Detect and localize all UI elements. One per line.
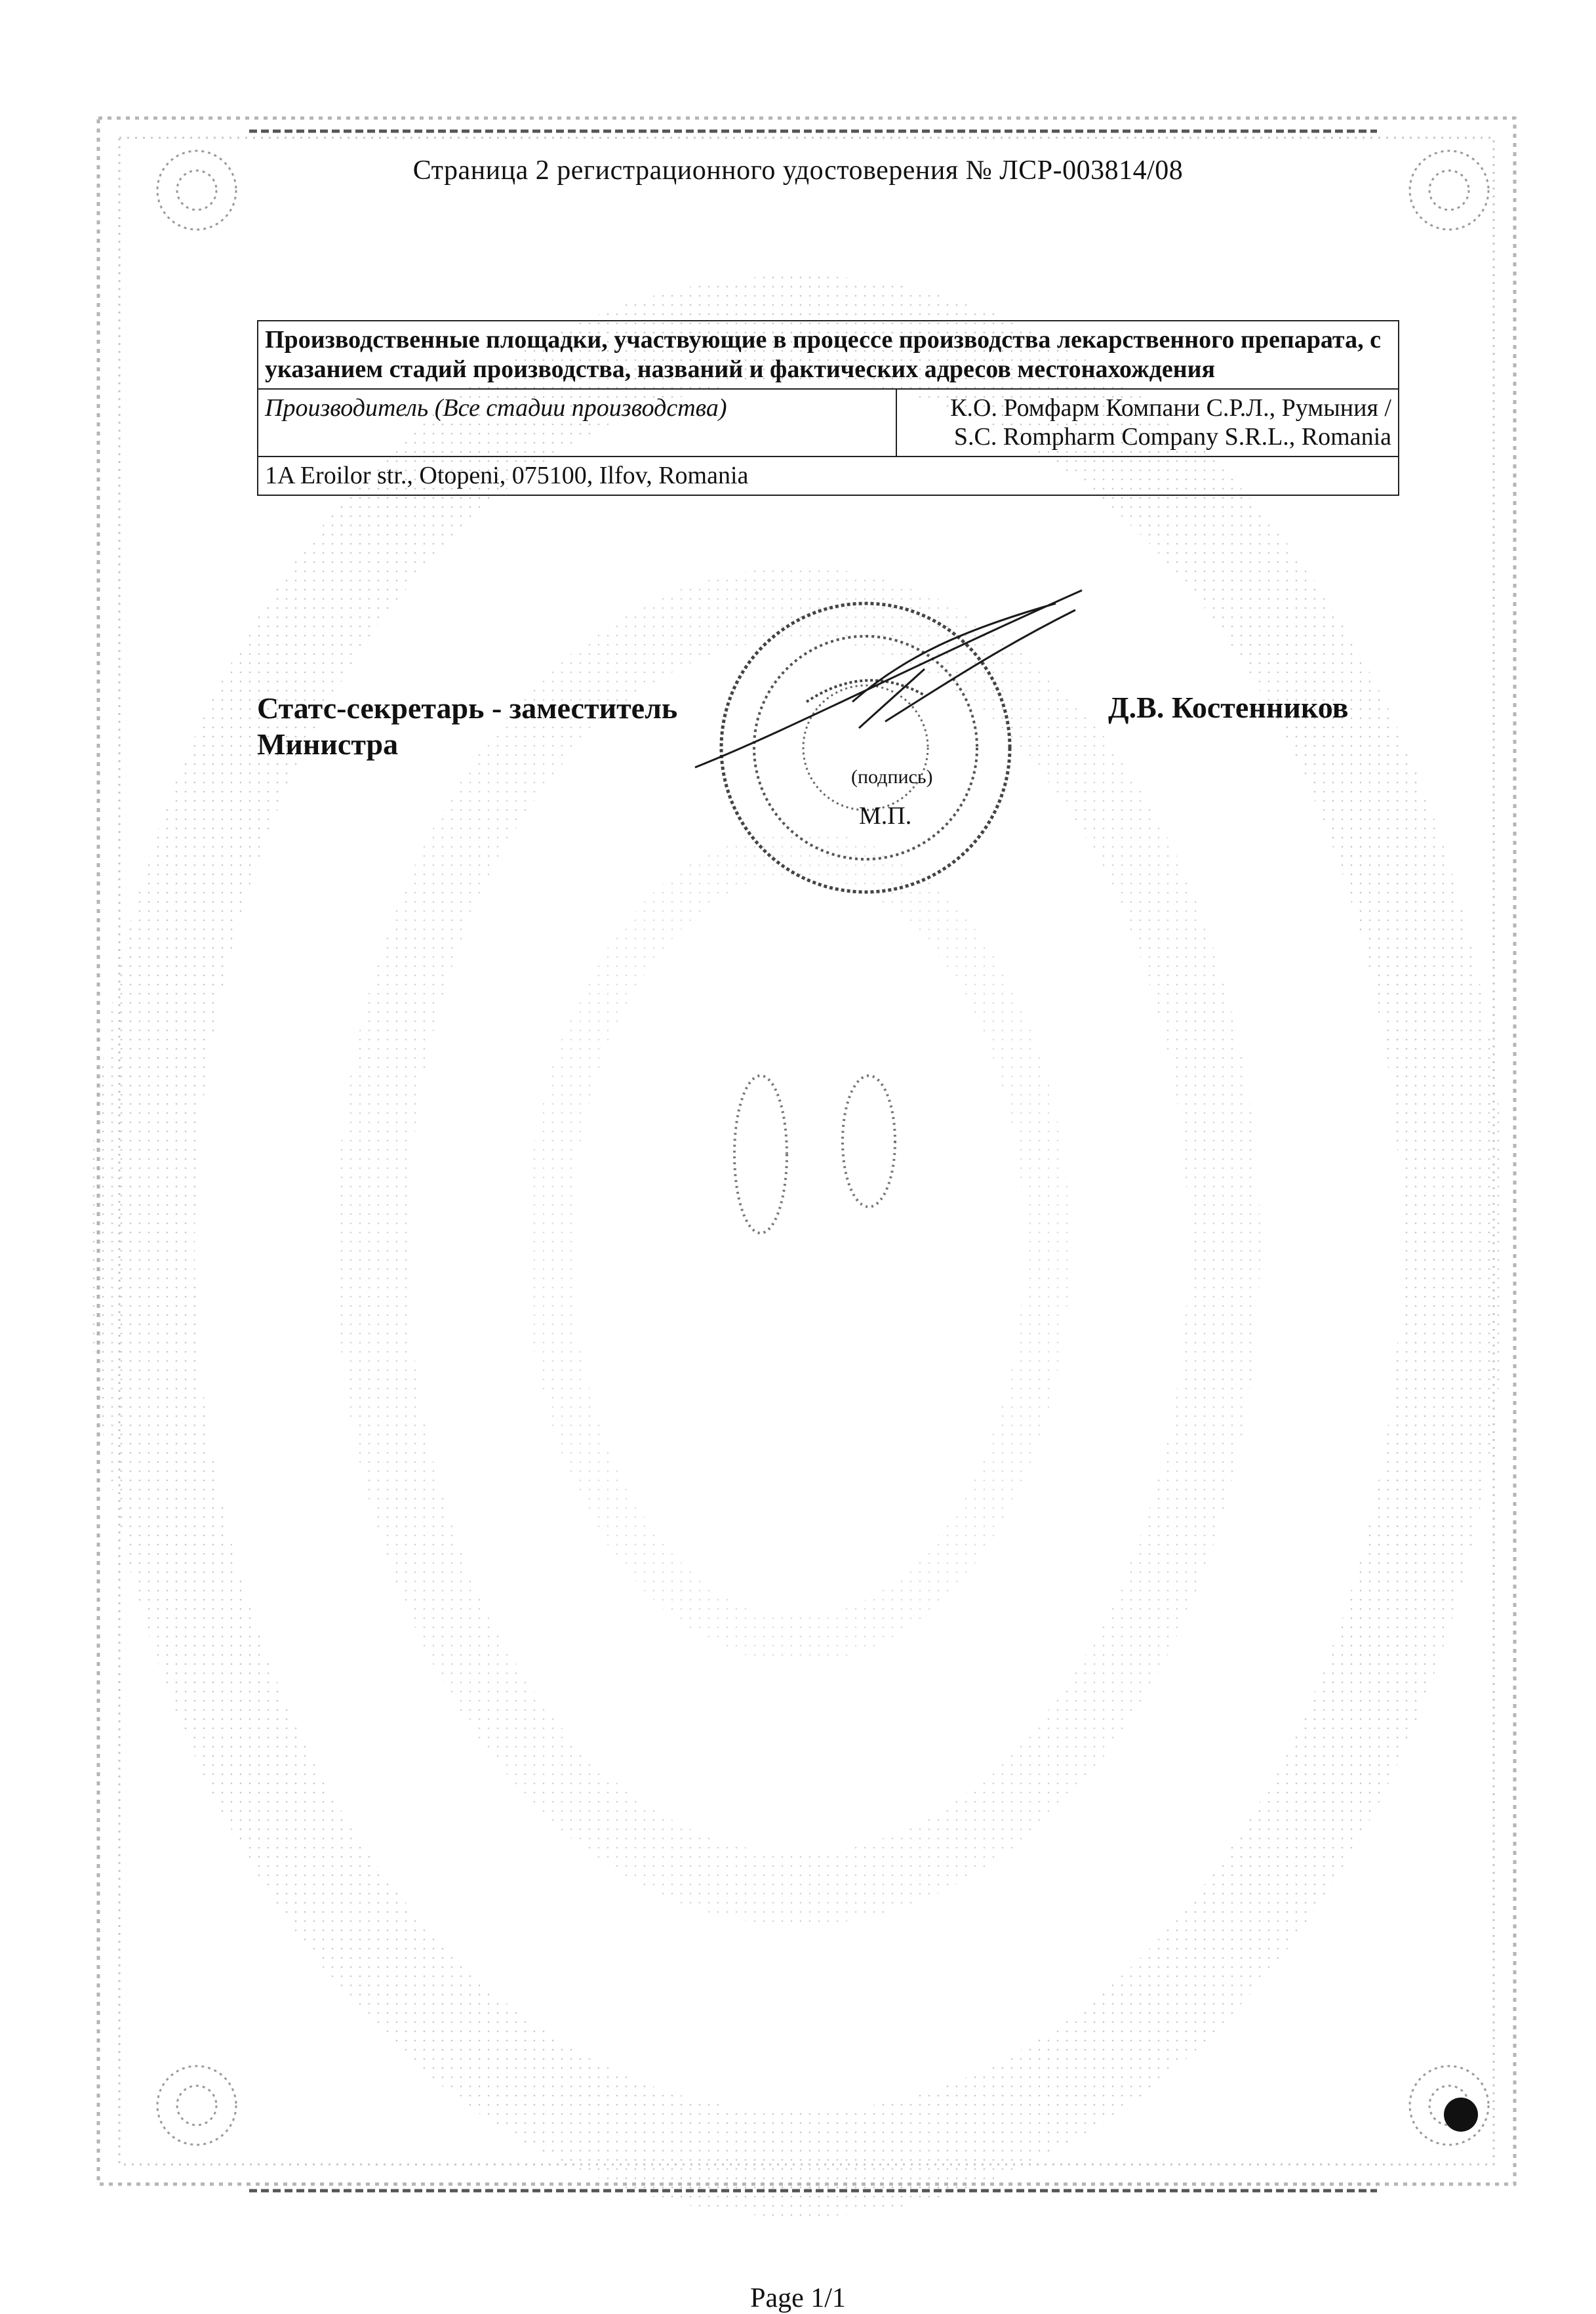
production-sites-table: [257, 320, 1399, 496]
certificate-page-header: Страница 2 регистрационного удостоверения № ЛСР-003814/08: [412, 155, 1184, 186]
signature-caption: (подпись): [851, 766, 933, 788]
manufacturer-company-cell: [896, 389, 1399, 457]
manufacturer-role-cell: Производитель (Все стадии производства): [258, 389, 896, 457]
table-row: [258, 389, 1399, 457]
page-footer: Page 1/1: [750, 2283, 846, 2313]
company-name-ru: К.О. Ромфарм Компани С.Р.Л., Румыния /: [950, 394, 1391, 422]
manufacturer-address-cell: 1A Eroilor str., Otopeni, 075100, Ilfov, Romania: [258, 457, 1399, 495]
table-row: [258, 321, 1399, 389]
table-row: [258, 457, 1399, 495]
company-name-en: S.C. Rompharm Company S.R.L., Romania: [953, 423, 1391, 451]
signatory-name: Д.В. Костенников: [1108, 691, 1349, 724]
table-title-cell: Производственные площадки, участвующие в процессе производства лекарственного препарата, с указанием стадий производства, названий и фактических адресов местонахождения: [258, 321, 1399, 389]
position-line-2: Министра: [257, 727, 399, 761]
seal-place-caption: М.П.: [859, 802, 912, 830]
handwritten-signature: [688, 577, 1095, 787]
position-line-1: Статс-секретарь - заместитель: [257, 691, 678, 725]
signatory-position: [257, 690, 677, 762]
